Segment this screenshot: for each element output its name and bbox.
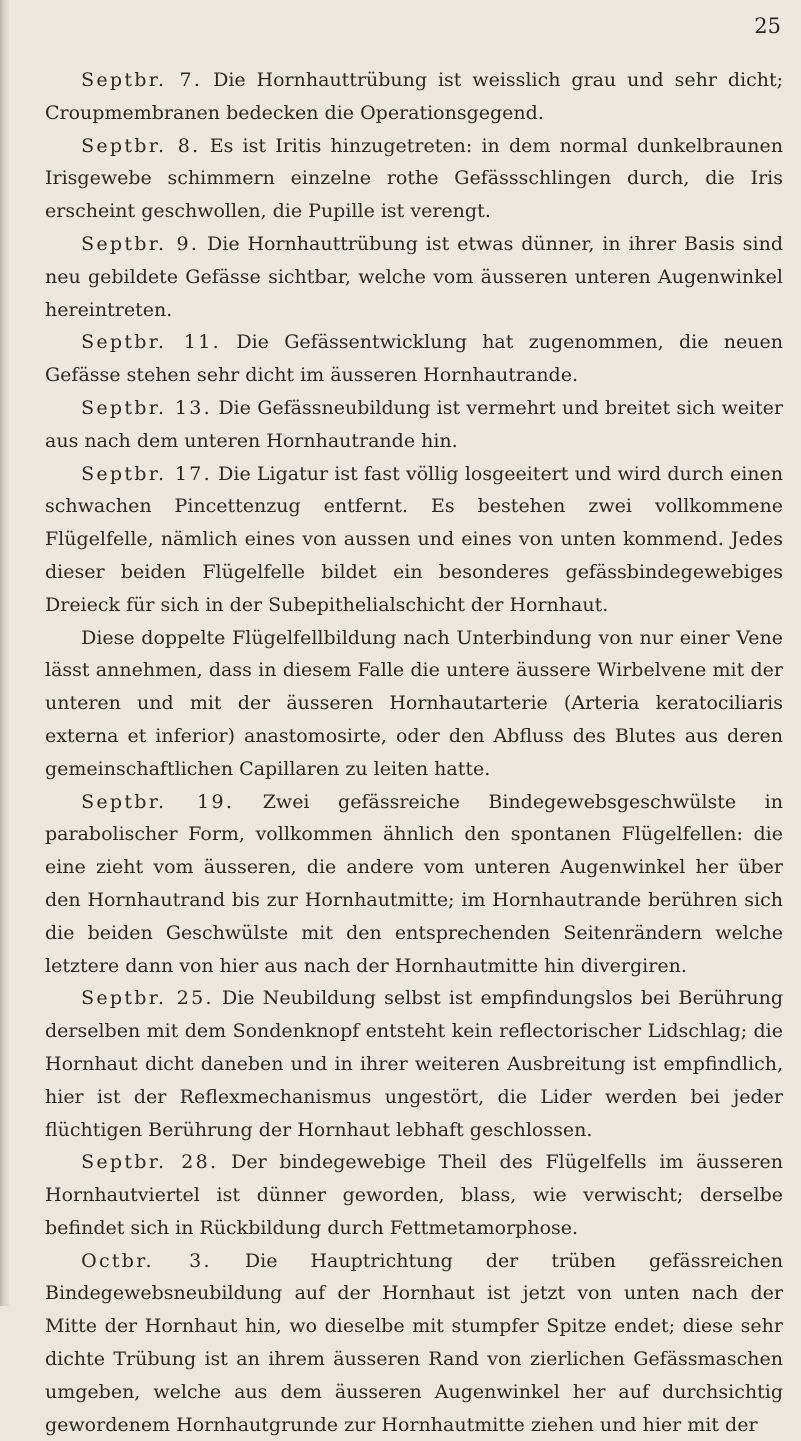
entry-date: Septbr. 17. — [81, 462, 212, 485]
paragraph-text: Die Hauptrichtung der trüben gefässreichen Bindegewebsneubildung auf der Hornhaut ist jetzt von unten nach der Mitte der Hornhaut hin, wo dieselbe mit stumpfer Spitze endet; diese sehr dichte Trübung ist an ihrem äusseren Rand von zierlichen Gefässmaschen umgeben, welche aus dem äusseren Augenwinkel her auf durchsichtig gewordenem Hornhautgrunde zur Hornhautmitte ziehen und hier mit der — [45, 1249, 783, 1436]
paragraph-text: Zwei gefässreiche Bindegewebsgeschwülste in parabolischer Form, vollkommen ähnlich den spontanen Flügelfellen: die eine zieht vom äusseren, die andere vom unteren Augenwinkel her über den Hornhautrand bis zur Hornhautmitte; im Hornhautrande berühren sich die beiden Geschwülste mit den entsprechenden Seitenrändern welche letztere dann von hier aus nach der Hornhautmitte hin divergiren. — [45, 790, 783, 977]
entry-date: Septbr. 19. — [81, 790, 235, 813]
entry-date: Septbr. 28. — [81, 1151, 219, 1174]
paragraph — [45, 64, 783, 130]
entry-date: Septbr. 13. — [81, 396, 212, 419]
paragraph — [45, 1146, 783, 1244]
paragraph — [45, 622, 783, 786]
page-number: 25 — [754, 14, 781, 38]
paragraph-text: Es ist Iritis hinzugetreten: in dem normal dunkelbraunen Irisgewebe schimmern einzelne rothe Gefässschlingen durch, die Iris erscheint geschwollen, die Pupille ist verengt. — [45, 134, 783, 223]
entry-date: Octbr. 3. — [81, 1249, 212, 1272]
paragraph-text: Die Ligatur ist fast völlig losgeeitert und wird durch einen schwachen Pincettenzug entfernt. Es bestehen zwei vollkommene Flügelfelle, nämlich eines von aussen und eines von unten kommend. Jedes dieser beiden Flügelfelle bildet ein besonderes gefässbindegewebiges Dreieck für sich in der Subepithelialschicht der Hornhaut. — [45, 462, 783, 616]
entry-date: Septbr. 9. — [81, 232, 200, 255]
entry-date: Septbr. 25. — [81, 987, 214, 1010]
body-text — [45, 64, 783, 1441]
page-binding-edge — [0, 0, 9, 1306]
paragraph — [45, 786, 783, 983]
paragraph-text: Die Hornhauttrübung ist weisslich grau und sehr dicht; Croupmembranen bedecken die Operationsgegend. — [45, 69, 783, 124]
paragraph — [45, 130, 783, 228]
entry-date: Septbr. 11. — [81, 331, 221, 354]
entry-date: Septbr. 8. — [81, 134, 201, 157]
paragraph — [45, 392, 783, 458]
paragraph-text: Die Hornhauttrübung ist etwas dünner, in ihrer Basis sind neu gebildete Gefässe sichtbar, welche vom äusseren unteren Augenwinkel hereintreten. — [45, 232, 783, 321]
paragraph-text: Die Neubildung selbst ist empfindungslos bei Berührung derselben mit dem Sondenknopf entsteht kein reflectorischer Lidschlag; die Hornhaut dicht daneben und in ihrer weiteren Ausbreitung ist empfindlich, hier ist der Reflexmechanismus ungestört, die Lider werden bei jeder flüchtigen Berührung der Hornhaut lebhaft geschlossen. — [45, 987, 784, 1141]
paragraph — [45, 458, 783, 622]
paragraph — [45, 228, 783, 326]
paragraph — [45, 982, 783, 1146]
paragraph — [45, 326, 783, 392]
paragraph — [45, 1245, 783, 1441]
paragraph-text: Die Gefässentwicklung hat zugenommen, die neuen Gefässe stehen sehr dicht im äusseren Hornhautrande. — [45, 331, 783, 387]
entry-date: Septbr. 7. — [81, 69, 203, 91]
paragraph-text: Diese doppelte Flügelfellbildung nach Unterbindung von nur einer Vene lässt annehmen, dass in diesem Falle die untere äussere Wirbelvene mit der unteren und mit der äusseren Hornhautarterie (Arteria keratociliaris externa et inferior) anastomosirte, oder den Abfluss des Blutes aus deren gemeinschaftlichen Capillaren zu leiten hatte. — [45, 626, 783, 780]
paragraph-text: Der bindegewebige Theil des Flügelfells im äusseren Hornhautviertel ist dünner geworden, blass, wie verwischt; derselbe befindet sich in Rückbildung durch Fettmetamorphose. — [45, 1151, 784, 1239]
paragraph-text: Die Gefässneubildung ist vermehrt und breitet sich weiter aus nach dem unteren Hornhautrande hin. — [45, 396, 783, 452]
